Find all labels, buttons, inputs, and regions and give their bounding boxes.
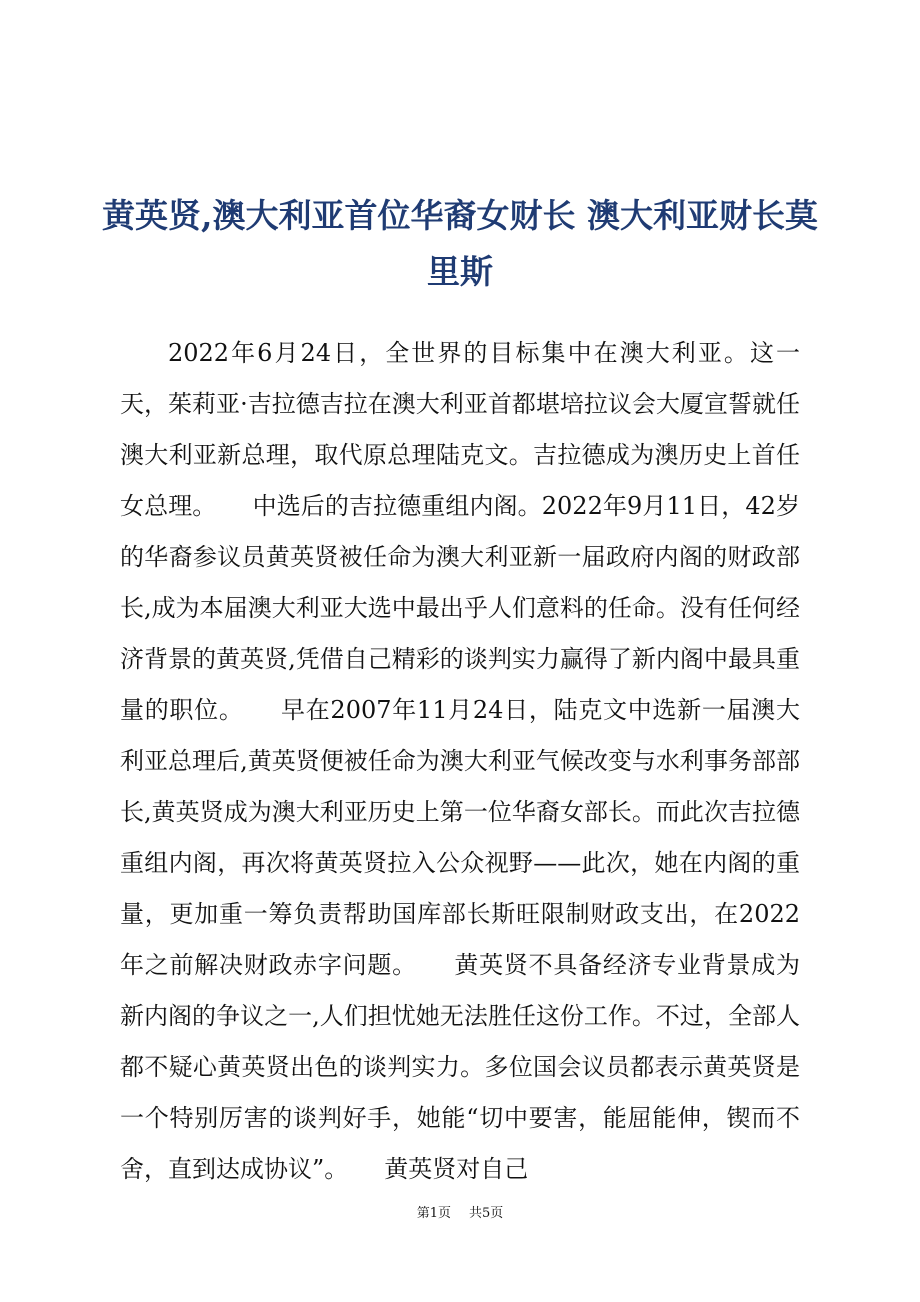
document-body: 2022年6月24日，全世界的目标集中在澳大利亚。这一天，茱莉亚·吉拉德吉拉在澳大利亚首都堪培拉议会大厦宣誓就任澳大利亚新总理，取代原总理陆克文。吉拉德成为澳历史上首任女总理。 中选后的吉拉德重组内阁。2022年9月11日，42岁的华裔参议员黄英贤被任命为澳大利亚新一届政府内阁的财政部长,成为本届澳大利亚大选中最出乎人们意料的任命。没有任何经济背景的黄英贤,凭借自己精彩的谈判实力赢得了新内阁中最具重量的职位。 早在2007年11月24日，陆克文中选新一届澳大利亚总理后,黄英贤便被任命为澳大利亚气候改变与水利事务部部长,黄英贤成为澳大利亚历史上第一位华裔女部长。而此次吉拉德重组内阁，再次将黄英贤拉入公众视野——此次，她在内阁的重量，更加重一筹负责帮助国库部长斯旺限制财政支出，在2022年之前解决财政赤字问题。 黄英贤不具备经济专业背景成为新内阁的争议之一,人们担忧她无法胜任这份工作。不过，全部人都不疑心黄英贤出色的谈判实力。多位国会议员都表示黄英贤是一个特别厉害的谈判好手，她能“切中要害，能屈能伸，锲而不舍，直到达成协议”。 黄英贤对自己 [120, 339, 800, 1183]
page-total: 共5页 [469, 1206, 504, 1221]
page-footer [0, 1204, 920, 1224]
document-title: 黄英贤,澳大利亚首位华裔女财长 澳大利亚财长莫里斯 [102, 196, 818, 291]
page-number: 第1页 [416, 1206, 451, 1221]
